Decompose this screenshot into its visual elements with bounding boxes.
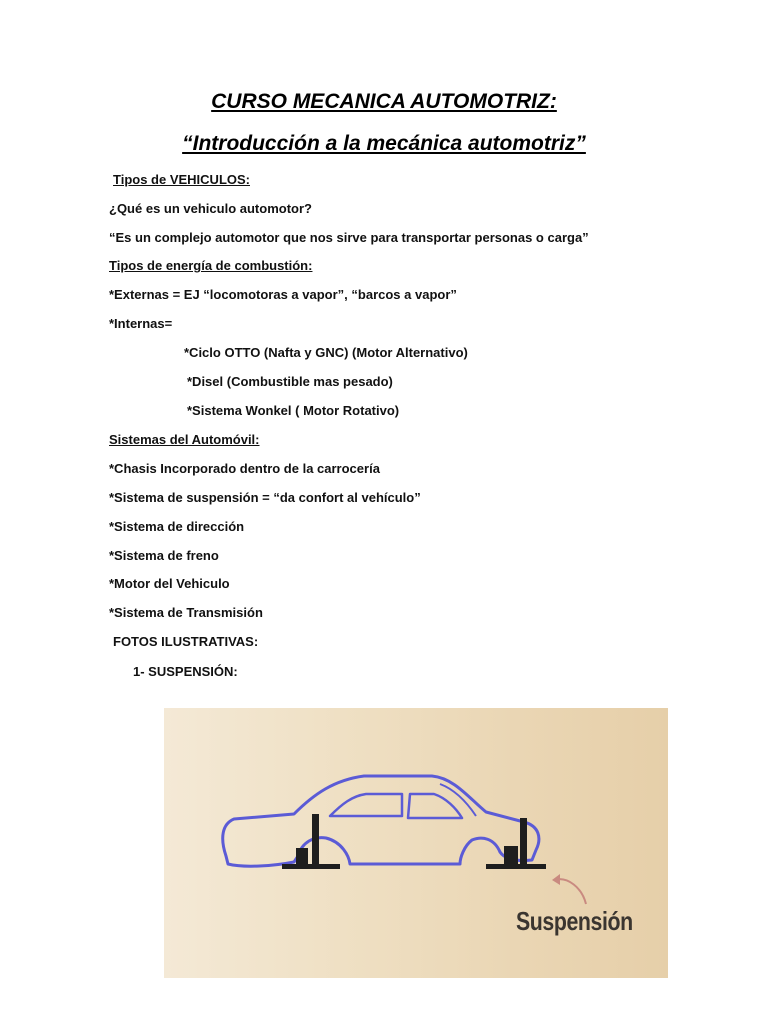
heading-photos: FOTOS ILUSTRATIVAS: [113,634,259,649]
otto-cycle-line: *Ciclo OTTO (Nafta y GNC) (Motor Alternativo) [184,345,468,360]
car-window-front [330,794,402,816]
heading-combustion-energy: Tipos de energía de combustión: [109,258,313,273]
heading-vehicle-types: Tipos de VEHICULOS: [113,172,250,187]
diesel-line: *Disel (Combustible mas pesado) [187,374,393,389]
suspension-caption: Suspensión [516,906,633,936]
chassis-line: *Chasis Incorporado dentro de la carrocería [109,461,380,476]
heading-car-systems: Sistemas del Automóvil: [109,432,260,447]
suspension-system-line: *Sistema de suspensión = “da confort al vehículo” [109,490,421,505]
external-combustion-line: *Externas = EJ “locomotoras a vapor”, “barcos a vapor” [109,287,457,302]
brake-system-line: *Sistema de freno [109,548,219,563]
list-item-suspension: 1- SUSPENSIÓN: [133,664,238,679]
question-line: ¿Qué es un vehiculo automotor? [109,201,312,216]
car-body-outline [223,776,539,866]
suspension-front-arm [282,864,340,869]
suspension-rear-spring [504,846,518,866]
suspension-front-spring [296,848,308,866]
pointer-arrowhead [552,874,560,885]
transmission-line: *Sistema de Transmisión [109,605,263,620]
car-window-rear [408,794,462,818]
suspension-rear-arm [486,864,546,869]
suspension-photo [164,708,668,978]
suspension-rear-strut [520,818,527,866]
document-title: CURSO MECANICA AUTOMOTRIZ: [211,90,557,113]
suspension-front-strut [312,814,319,866]
document-subtitle: “Introducción a la mecánica automotriz” [182,132,586,155]
wankel-line: *Sistema Wonkel ( Motor Rotativo) [187,403,400,418]
definition-line: “Es un complejo automotor que nos sirve para transportar personas o carga” [109,230,589,245]
steering-system-line: *Sistema de dirección [109,519,245,534]
car-diagram [164,708,668,978]
internal-combustion-line: *Internas= [109,316,173,331]
engine-line: *Motor del Vehiculo [109,576,230,591]
